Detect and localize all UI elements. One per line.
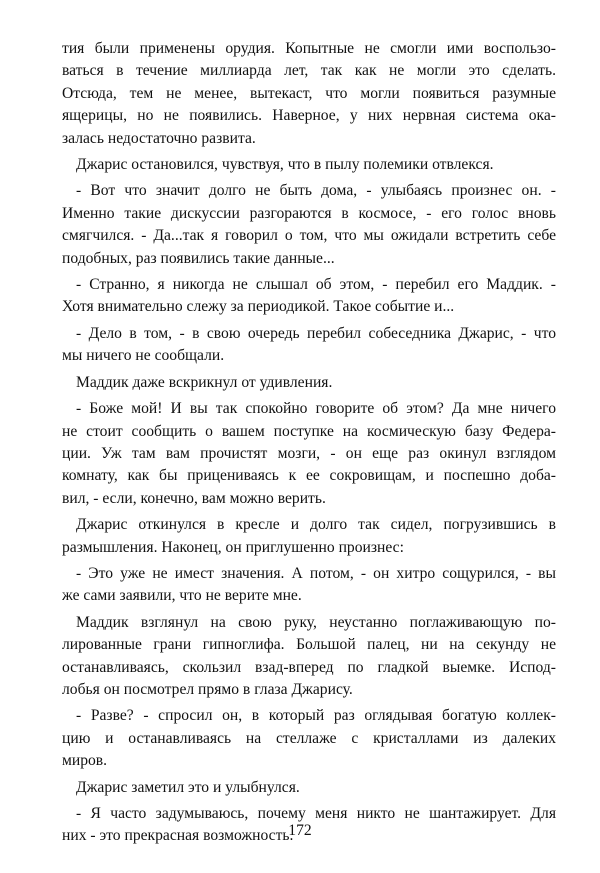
text-line: Хотя внимательно слежу за периодикой. Такое событие и... bbox=[62, 298, 455, 316]
paragraph bbox=[62, 323, 556, 368]
paragraph bbox=[62, 398, 556, 510]
paragraph bbox=[62, 514, 556, 559]
page-number: 172 bbox=[288, 822, 312, 839]
page-body-text bbox=[62, 38, 556, 848]
paragraph bbox=[62, 38, 556, 150]
text-line: миров. bbox=[62, 752, 108, 770]
text-line: Маддик даже вскрикнул от удивления. bbox=[76, 373, 333, 391]
paragraph bbox=[62, 372, 556, 394]
text-line: Именно такие дискуссии разгораются в космосе, - его голос вновь bbox=[62, 204, 556, 222]
text-line: Маддик взглянул на свою руку, неустанно поглаживающую по- bbox=[76, 613, 556, 631]
text-line: останавливаясь, скользил взад-вперед по гладкой выемке. Испод- bbox=[62, 658, 556, 676]
text-line: - Разве? - спросил он, в который раз оглядывая богатую коллек- bbox=[76, 707, 556, 725]
text-line: - Дело в том, - в свою очередь перебил собеседника Джарис, - что bbox=[76, 324, 556, 342]
text-line: Джарис откинулся в кресле и долго так сидел, погрузившись в bbox=[76, 516, 556, 534]
text-line: размышления. Наконец, он приглушенно произнес: bbox=[62, 538, 404, 556]
text-line: Отсюда, тем не менее, вытекаст, что могли появиться разумные bbox=[62, 84, 556, 102]
paragraph bbox=[62, 563, 556, 608]
text-line: - Вот что значит долго не быть дома, - улыбаясь произнес он. - bbox=[76, 182, 556, 200]
text-line: вил, - если, конечно, вам можно верить. bbox=[62, 489, 326, 507]
text-line: ции. Уж там вам прочистят мозги, - он еще раз окинул взглядом bbox=[62, 444, 556, 462]
text-line: Джарис заметил это и улыбнулся. bbox=[76, 778, 300, 796]
text-line: - Я часто задумываюсь, почему меня никто не шантажирует. Для bbox=[76, 805, 556, 822]
paragraph bbox=[62, 180, 556, 270]
text-line: - Это уже не имест значения. А потом, - он хитро сощурился, - вы bbox=[76, 564, 556, 582]
paragraph bbox=[62, 777, 556, 799]
paragraph bbox=[62, 612, 556, 702]
text-line: - Странно, я никогда не слышал об этом, - перебил его Маддик. - bbox=[76, 276, 556, 294]
text-line: не стоит сообщить о вашем поступке на космическую базу Федера- bbox=[62, 422, 556, 440]
paragraph bbox=[62, 705, 556, 772]
text-line: подобных, раз появились такие данные... bbox=[62, 249, 335, 267]
text-line: лобья он посмотрел прямо в глаза Джарису. bbox=[62, 680, 353, 698]
paragraph bbox=[62, 154, 556, 176]
text-line: них - это прекрасная возможность. bbox=[62, 827, 294, 845]
text-line: комнату, как бы прицениваясь к ее сокровищам, и поспешно доба- bbox=[62, 467, 556, 485]
text-line: залась недостаточно развита. bbox=[62, 129, 256, 147]
paragraph bbox=[62, 274, 556, 319]
text-line: тия были применены орудия. Копытные не смогли ими воспользо- bbox=[62, 40, 556, 57]
text-line: смягчился. - Да...так я говорил о том, что мы ожидали встретить себе bbox=[62, 227, 556, 245]
text-line: ящерицы, но не появились. Наверное, у них нервная система ока- bbox=[62, 107, 556, 125]
text-line: Джарис остановился, чувствуя, что в пылу полемики отвлекся. bbox=[76, 156, 494, 174]
text-line: цию и останавливаясь на стеллаже с кристаллами из далеких bbox=[62, 729, 556, 747]
text-line: ваться в течение миллиарда лет, так как не могли это сделать. bbox=[62, 62, 556, 80]
text-line: же сами заявили, что не верите мне. bbox=[62, 587, 302, 605]
text-line: - Боже мой! И вы так спокойно говорите об этом? Да мне ничего bbox=[76, 400, 556, 418]
text-line: мы ничего не сообщали. bbox=[62, 347, 225, 365]
text-line: лированные грани гипноглифа. Большой палец, ни на секунду не bbox=[62, 636, 556, 654]
